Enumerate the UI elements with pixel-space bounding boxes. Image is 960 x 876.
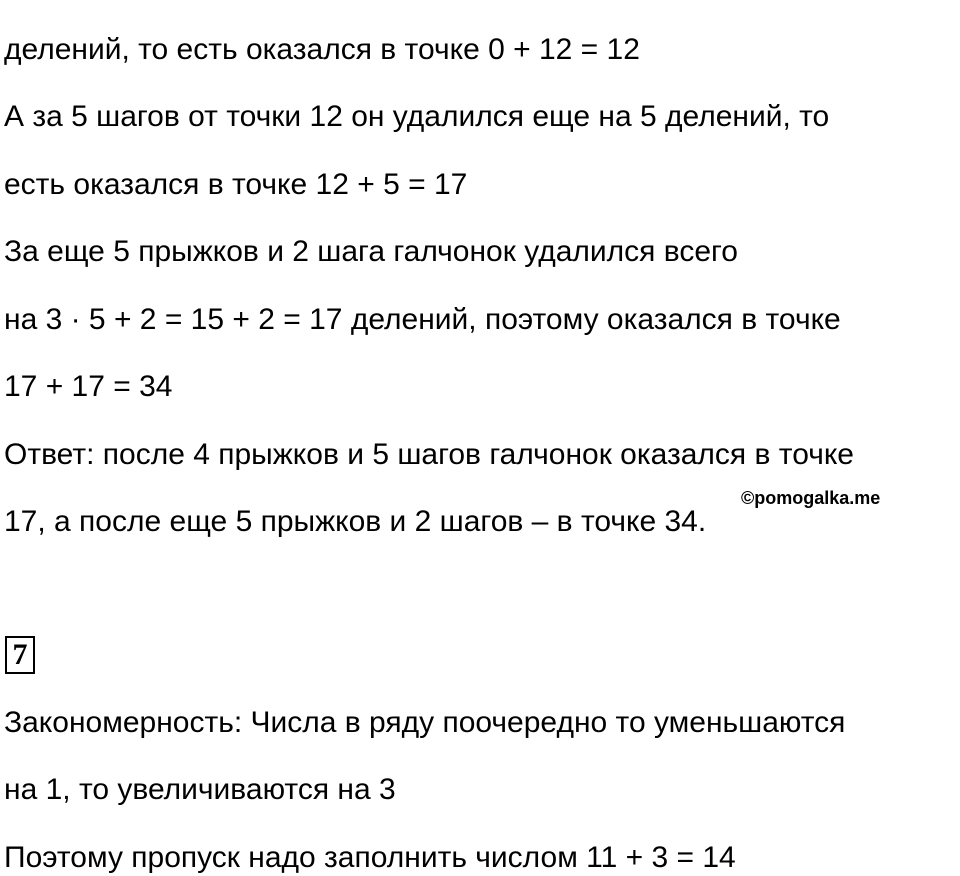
task7-line-3: Поэтому пропуск надо заполнить числом 11 + 3 = 14 [4,841,736,874]
solution-line-3: есть оказался в точке 12 + 5 = 17 [4,168,468,201]
solution-line-6: 17 + 17 = 34 [4,370,173,403]
watermark: ©pomogalka.me [741,488,881,508]
task7-line-2: на 1, то увеличиваются на 3 [4,773,396,806]
solution-line-4: За еще 5 прыжков и 2 шага галчонок удалился всего [4,235,738,268]
answer-line-2: 17, а после еще 5 прыжков и 2 шагов – в точке 34. [4,505,707,538]
solution-line-1: делений, то есть оказался в точке 0 + 12 = 12 [4,33,640,66]
solution-line-5: на 3 · 5 + 2 = 15 + 2 = 17 делений, поэтому оказался в точке [4,303,841,336]
answer-line-1: Ответ: после 4 прыжков и 5 шагов галчонок оказался в точке [4,438,854,471]
solution-line-2: А за 5 шагов от точки 12 он удалился еще на 5 делений, то [4,100,830,133]
task7-line-1: Закономерность: Числа в ряду поочередно то уменьшаются [4,706,846,739]
task-number-badge: 7 [5,636,35,674]
